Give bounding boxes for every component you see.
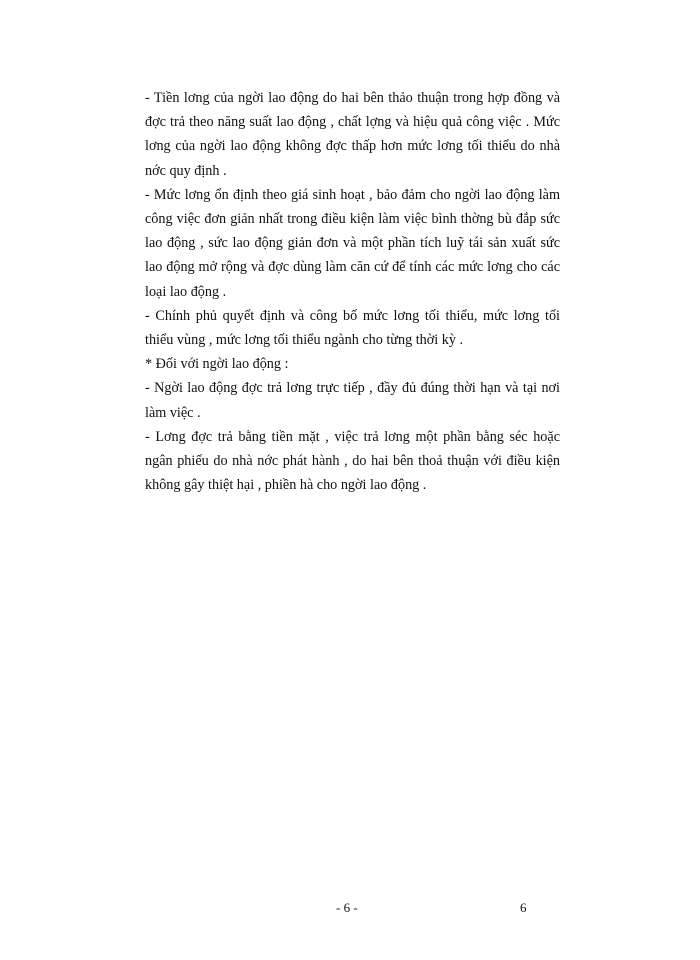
paragraph-government-decision: - Chính phủ quyết định và công bố mức lơng tối thiểu, mức lơng tối thiểu vùng , mức lơng tối thiểu ngành cho từng thời kỳ . (145, 307, 560, 349)
page-number: 6 (520, 900, 527, 915)
paragraph-heading-workers: * Đối với ngời lao động : (145, 356, 289, 373)
paragraph-direct-payment: - Ngời lao động đợc trả lơng trực tiếp , đầy đủ đúng thời hạn và tại nơi làm việc . (145, 380, 560, 421)
paragraph-minimum-wage: - Mức lơng ổn định theo giá sinh hoạt , bảo đảm cho ngời lao động làm công việc đơn giản nhất trong điều kiện làm việc bình thờng bù đắp sức lao động , sức lao động giản đơn và một phần tích luỹ tái sản xuất sức lao động mở rộng và đợc dùng làm căn cứ để tính các mức lơng cho các loại lao động . (145, 186, 560, 300)
document-body (145, 86, 560, 497)
paragraph-cash-payment: - Lơng đợc trả bằng tiền mặt , việc trả lơng một phần bằng séc hoặc ngân phiếu do nhà nớc phát hành , do hai bên thoả thuận với điều kiện không gây thiệt hại , phiền hà cho ngời lao động . (145, 428, 560, 494)
page-footer (0, 900, 700, 920)
paragraph-salary-agreement: - Tiền lơng của ngời lao động do hai bên thảo thuận trong hợp đồng và đợc trả theo năng suất lao động , chất lợng và hiệu quả công việc . Mức lơng của ngời lao động không đợc thấp hơn mức lơng tối thiểu do nhà nớc quy định . (145, 90, 560, 179)
page-marker: - 6 - (336, 900, 358, 915)
